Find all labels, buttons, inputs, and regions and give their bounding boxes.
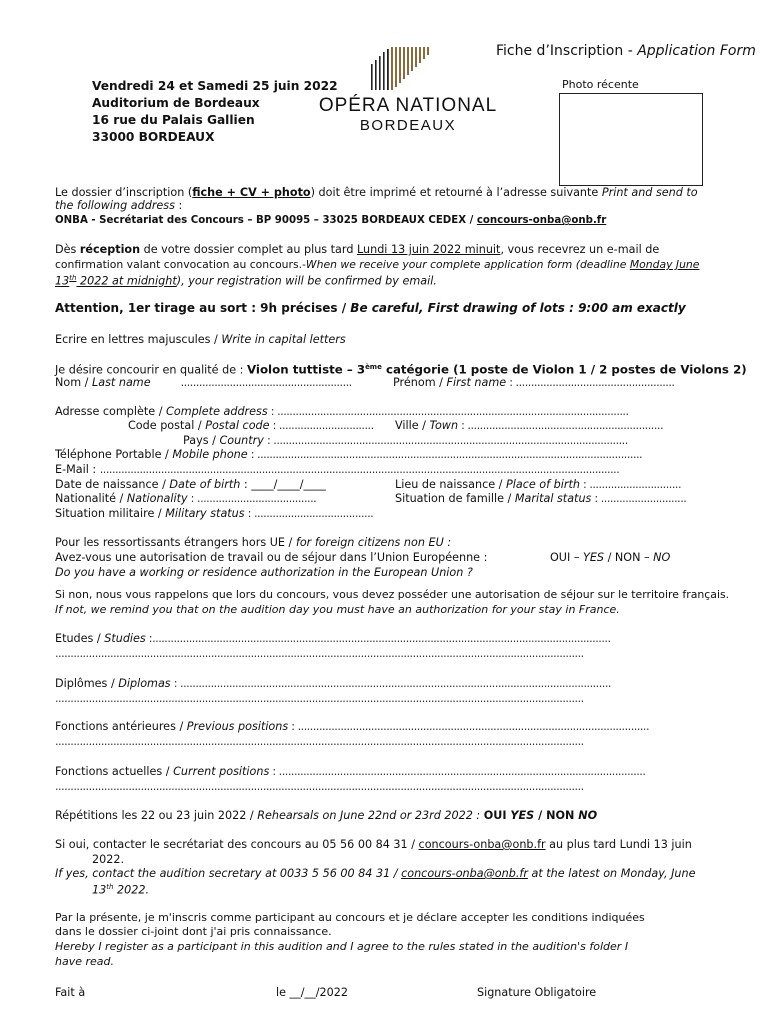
deadline-date-en: Monday June	[629, 258, 700, 271]
rehearsal-email-link[interactable]: concours-onba@onb.fr	[418, 838, 546, 851]
country-field[interactable]	[183, 434, 628, 447]
field-label-en: Complete address	[166, 405, 268, 418]
capital-letters-note	[55, 333, 346, 346]
rehearsal-contact-text-en: th	[106, 883, 114, 891]
field-label: Ville /	[395, 419, 430, 432]
place-of-birth-field[interactable]	[395, 478, 681, 491]
field-label-en: Marital status	[514, 492, 592, 505]
venue-city: 33000 BORDEAUX	[92, 130, 215, 144]
field-dots: : ....................................................	[506, 376, 675, 389]
intro-instructions-2	[55, 199, 182, 212]
form-title-en: Application Form	[637, 43, 756, 59]
rehearsal-text: Répétitions les 22 ou 23 juin 2022 /	[55, 809, 258, 822]
studies-line2[interactable]: .............................................................................................................................................................................	[55, 647, 584, 660]
field-label-en: Mobile phone	[172, 448, 248, 461]
position-title: ème	[365, 363, 382, 371]
field-label-en: Studies	[104, 632, 146, 645]
field-label-en: Town	[429, 419, 459, 432]
deadline-text-en: ), your registration will be confirmed by email.	[176, 274, 437, 288]
field-dots: : ...............................	[269, 419, 374, 432]
deadline-line1	[55, 243, 659, 256]
logo-line2: BORDEAUX	[359, 117, 457, 134]
deadline-text: réception	[79, 243, 141, 256]
date-blank: ____/____/____	[251, 478, 326, 491]
contact-email-link[interactable]: concours-onba@onb.fr	[476, 215, 607, 226]
field-label: Adresse complète /	[55, 405, 167, 418]
nationality-field[interactable]	[55, 492, 316, 505]
non-option[interactable]: / NON –	[604, 551, 654, 564]
studies-field[interactable]	[55, 632, 611, 645]
foreign-heading	[55, 536, 451, 549]
deadline-text-en: When we receive your complete application form (deadline	[305, 258, 630, 271]
venue-name: Auditorium de Bordeaux	[92, 96, 260, 110]
work-permit-choice[interactable]	[550, 551, 670, 564]
field-label: Nom /	[55, 376, 92, 389]
field-label: Prénom /	[393, 376, 447, 389]
date-of-birth-field[interactable]	[55, 478, 326, 491]
rehearsal-no-option[interactable]: NO	[578, 809, 598, 822]
rehearsal-yes-option[interactable]: YES	[510, 809, 535, 822]
field-label: Date de naissance /	[55, 478, 170, 491]
current-positions-field[interactable]	[55, 765, 645, 778]
attention-text: Attention, 1er tirage au sort : 9h précises /	[55, 301, 351, 315]
oui-option[interactable]: OUI –	[550, 551, 583, 564]
residence-reminder-en: If not, we remind you that on the audition day you must have an authorization for your stay in France.	[55, 603, 620, 616]
rehearsal-contact-text-en: If yes, contact the audition secretary at 0033 5 56 00 84 31 /	[55, 867, 402, 880]
foreign-text-en: for foreign citizens non EU :	[295, 536, 452, 549]
field-dots: : ........................................................................................................................	[269, 765, 646, 778]
declaration-fr-1: Par la présente, je m'inscris comme participant au concours et je déclare accepter les conditions indiquées	[55, 911, 645, 924]
field-label: Nationalité /	[55, 492, 127, 505]
previous-positions-line2[interactable]: .............................................................................................................................................................................	[55, 735, 584, 748]
field-label-en: Postal code	[205, 419, 270, 432]
field-label-en: Place of birth	[506, 478, 580, 491]
rehearsal-contact-en	[55, 867, 695, 880]
diplomas-field[interactable]	[55, 677, 611, 690]
deadline-text: confirmation valant convocation au concours.-	[55, 258, 306, 271]
field-label: Situation de famille /	[395, 492, 515, 505]
rehearsal-contact-text: Si oui, contacter le secrétariat des concours au 05 56 00 84 31 /	[55, 838, 419, 851]
capital-text-en: Write in capital letters	[221, 333, 346, 346]
field-label: Lieu de naissance /	[395, 478, 506, 491]
rehearsal-contact-text-en: 13	[92, 883, 107, 897]
deadline-date-en: 2022 at midnight	[76, 274, 177, 288]
rehearsal-contact-en-2	[92, 881, 149, 897]
marital-status-field[interactable]	[395, 492, 686, 505]
venue-street: 16 rue du Palais Gallien	[92, 113, 255, 127]
field-label-en: Nationality	[126, 492, 188, 505]
declaration-fr-2: dans le dossier ci-joint dont j'ai pris connaissance.	[55, 925, 332, 938]
field-label-en: Current positions	[173, 765, 270, 778]
mobile-phone-field[interactable]	[55, 448, 642, 461]
field-dots: : ..............................	[579, 478, 682, 491]
deadline-date-en: th	[69, 274, 77, 282]
logo-pipes-icon	[370, 46, 440, 92]
intro-files: fiche + CV + photo	[192, 186, 311, 199]
field-dots: : ............................	[591, 492, 687, 505]
event-dates: Vendredi 24 et Samedi 25 juin 2022	[92, 79, 338, 93]
date-signed-field[interactable]: le __/__/2022	[276, 986, 348, 999]
field-label: Fonctions actuelles /	[55, 765, 174, 778]
town-field[interactable]	[395, 419, 663, 432]
rehearsal-contact-text-en: 2022.	[113, 883, 150, 897]
field-dots: : ................................................................	[458, 419, 664, 432]
deadline-date: Lundi 13 juin 2022 minuit	[356, 243, 501, 256]
address-field[interactable]	[55, 405, 629, 418]
event-venue-block	[92, 78, 338, 146]
work-permit-question: Avez-vous une autorisation de travail ou de séjour dans l’Union Européenne :	[55, 551, 488, 564]
deadline-text: Dès	[55, 243, 80, 256]
photo-box[interactable]	[559, 93, 703, 186]
field-label: E-Mail :	[55, 463, 100, 476]
last-name-field[interactable]	[55, 376, 352, 389]
deadline-date-en: 13	[55, 274, 70, 288]
photo-label: Photo récente	[562, 78, 639, 91]
rehearsal-contact-text-en: at the latest on Monday, June	[527, 867, 696, 880]
residence-reminder: Si non, nous vous rappelons que lors du concours, vous devez posséder une autorisation de séjour sur le territoire français.	[55, 588, 730, 601]
position-title: catégorie (1 poste de Violon 1 / 2 postes de Violons 2)	[381, 362, 747, 377]
intro-text: :	[174, 199, 183, 212]
deadline-text: de votre dossier complet au plus tard	[140, 243, 357, 256]
field-dots: ..........................................................................................................................................................................	[99, 463, 620, 476]
rehearsal-oui-option[interactable]: OUI	[483, 809, 511, 822]
field-dots: : ...................................................................................................................	[288, 720, 650, 733]
intro-text-en: the following address	[55, 199, 175, 212]
military-status-field[interactable]	[55, 507, 373, 520]
mailing-address	[55, 214, 606, 227]
position-applied	[55, 361, 747, 377]
foreign-text: Pour les ressortissants étrangers hors UE /	[55, 536, 296, 549]
field-label: Pays /	[183, 434, 220, 447]
intro-text: ) doit être imprimé et retourné à l’adresse suivante	[310, 186, 602, 199]
intro-instructions	[55, 186, 698, 199]
field-dots: : .......................................	[187, 492, 317, 505]
field-label: Diplômes /	[55, 677, 119, 690]
capital-text: Ecrire en lettres majuscules /	[55, 333, 222, 346]
declaration-en-1: Hereby I register as a participant in this audition and I agree to the rules stated in the audition's folder I	[55, 940, 629, 953]
position-title: Violon tuttiste – 3	[246, 362, 366, 377]
rehearsal-contact-2: 2022.	[92, 853, 125, 866]
opera-logo	[318, 46, 498, 141]
diplomas-line2[interactable]: .............................................................................................................................................................................	[55, 692, 584, 705]
deadline-line2	[55, 258, 699, 271]
field-separator: :	[240, 478, 252, 491]
attention-notice	[55, 302, 686, 315]
field-label: Etudes /	[55, 632, 105, 645]
rehearsal-contact-text: au plus tard Lundi 13 juin	[545, 838, 692, 851]
field-dots: :......................................................................................................................................................	[145, 632, 611, 645]
field-label: Fonctions antérieures /	[55, 720, 187, 733]
declaration-en-2: have read.	[55, 955, 114, 968]
rehearsal-contact	[55, 838, 692, 851]
field-label: Situation militaire /	[55, 507, 166, 520]
intro-text-en: Print and send to	[601, 186, 698, 199]
first-name-field[interactable]	[393, 376, 674, 389]
field-dots: : ..............................................................................................................................	[247, 448, 643, 461]
field-label-en: Date of birth	[169, 478, 241, 491]
field-dots: : .......................................	[244, 507, 374, 520]
address-text: ONBA - Secrétariat des Concours – BP 90095 – 33025 BORDEAUX CEDEX /	[55, 215, 477, 226]
deadline-line3	[55, 272, 437, 288]
work-permit-question-en: Do you have a working or residence authorization in the European Union ?	[55, 566, 473, 579]
attention-text-en: Be careful, First drawing of lots : 9:00 am exactly	[350, 301, 686, 315]
postal-code-field[interactable]	[128, 419, 374, 432]
field-dots: ........................................................	[180, 376, 352, 389]
email-field[interactable]	[55, 463, 619, 476]
field-label-en: First name	[446, 376, 507, 389]
field-dots: : .............................................................................................................................................	[170, 677, 611, 690]
signature-field[interactable]: Signature Obligatoire	[477, 986, 597, 999]
yes-option[interactable]: YES	[583, 551, 605, 564]
form-title-fr: Fiche d’Inscription -	[496, 43, 638, 59]
field-label-en: Previous positions	[186, 720, 289, 733]
logo-line1: OPÉRA NATIONAL	[318, 95, 498, 116]
rehearsal-text-en: Rehearsals on June 22nd or 23rd 2022 :	[257, 809, 484, 822]
no-option[interactable]: NO	[653, 551, 671, 564]
previous-positions-field[interactable]	[55, 720, 649, 733]
field-label-en: Military status	[165, 507, 245, 520]
position-label: Je désire concourir en qualité de :	[55, 363, 247, 377]
form-title	[496, 45, 756, 58]
rehearsal-non-option[interactable]: / NON	[534, 809, 579, 822]
place-signed-field[interactable]: Fait à	[55, 986, 86, 999]
field-dots: : ...................................................................................................................	[267, 405, 629, 418]
field-label-en: Last name	[92, 376, 151, 389]
field-label: Téléphone Portable /	[55, 448, 173, 461]
field-label-en: Country	[219, 434, 264, 447]
current-positions-line2[interactable]: .............................................................................................................................................................................	[55, 780, 584, 793]
intro-text: Le dossier d’inscription (	[55, 186, 193, 199]
deadline-text: , vous recevrez un e-mail de	[500, 243, 660, 256]
field-label: Code postal /	[128, 419, 206, 432]
field-label-en: Diplomas	[118, 677, 171, 690]
field-dots: : ....................................................................................................................	[263, 434, 628, 447]
rehearsal-line	[55, 809, 597, 822]
rehearsal-email-link-en[interactable]: concours-onba@onb.fr	[401, 867, 528, 880]
